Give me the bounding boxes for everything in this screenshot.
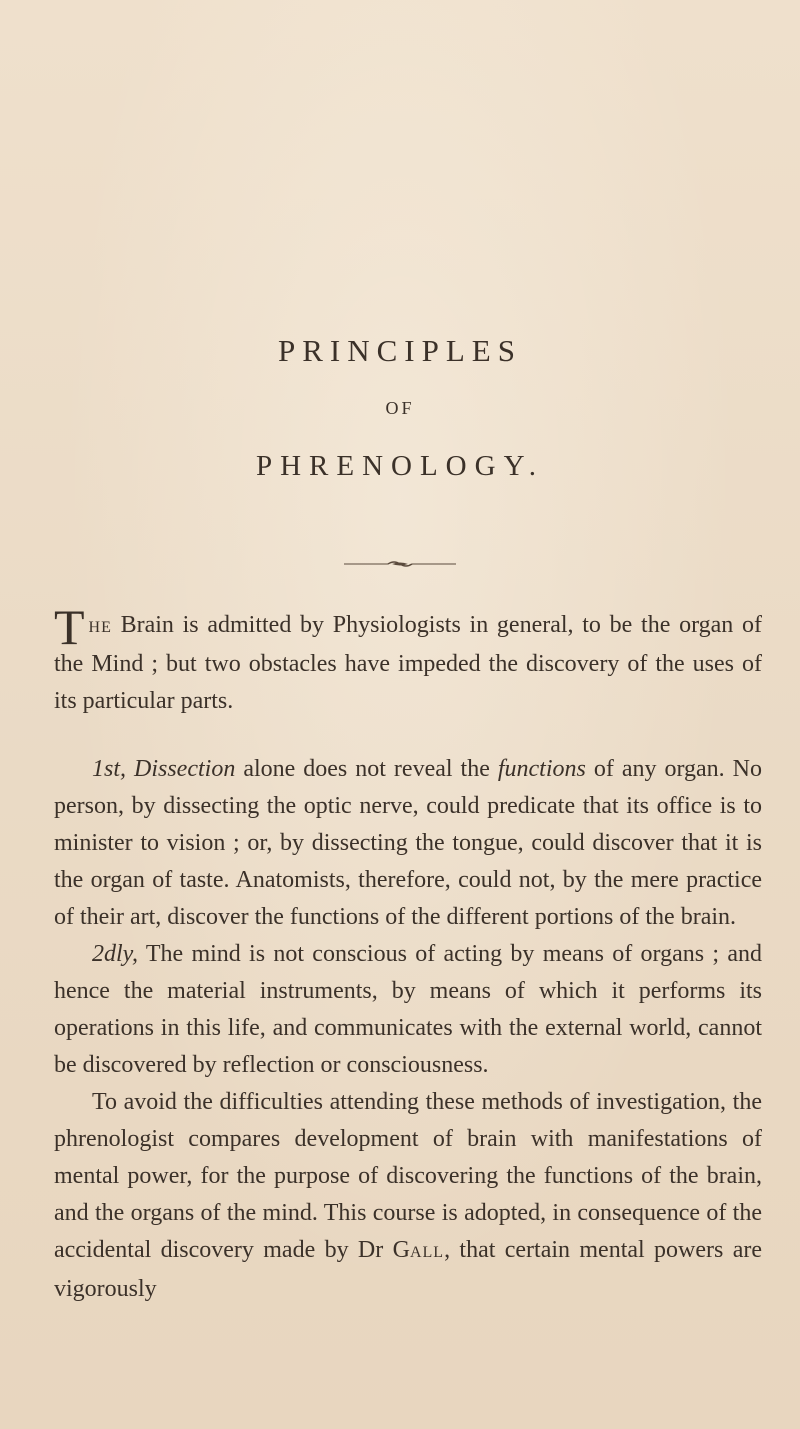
paragraph-method	[54, 1084, 762, 1308]
drop-cap: T	[54, 599, 85, 655]
title-block	[0, 332, 800, 508]
small-caps-word: HE	[88, 619, 112, 636]
paragraph-text: , that certain mental powers are vigorously	[54, 1237, 762, 1302]
paragraph-text: alone does not reveal the	[235, 756, 498, 782]
ornamental-rule	[344, 559, 456, 569]
emphasis-functions: functions	[497, 756, 586, 782]
paragraph-consciousness	[54, 936, 762, 1084]
enumeration-label: 2dly,	[92, 941, 138, 967]
name-small-caps: ALL	[409, 1244, 445, 1261]
body-text	[54, 599, 762, 1308]
paragraph-text: of any organ. No person, by dissecting the optic nerve, could predicate that its office is to minister to vision ; or, by dissecting the tongue, could discover that it is the organ of taste. Anatomists, therefore, could not, by the mere practice of their art, discover the functions of the different portions of the brain.	[54, 756, 762, 930]
page-title: PRINCIPLES	[278, 333, 522, 368]
name-initial: G	[392, 1237, 410, 1263]
paragraph-text: The mind is not conscious of acting by means of organs ; and hence the material instruments, by means of which it performs its operations in this life, and communicates with the external world, cannot be discovered by reflection or consciousness.	[54, 941, 762, 1078]
title-connector: OF	[385, 398, 415, 418]
emphasis-dissection: Dissection	[126, 756, 236, 782]
paragraph-gap	[54, 720, 762, 751]
paragraph-text: To avoid the difficulties attending these methods of investigation, the phrenologist compares development of brain with manifestations of mental power, for the purpose of discovering the functions of the brain, and the organs of the mind. This course is adopted, in consequence of the accidental discovery made by Dr	[54, 1089, 762, 1263]
page-subtitle: PHRENOLOGY.	[255, 450, 545, 482]
paragraph-intro-text: Brain is admitted by Physiologists in general, to be the organ of the Mind ; but two obstacles have impeded the discovery of the uses of its particular parts.	[54, 612, 762, 714]
enumeration-label: 1st,	[92, 756, 127, 782]
paragraph-intro	[54, 599, 762, 720]
paragraph-dissection	[54, 751, 762, 936]
